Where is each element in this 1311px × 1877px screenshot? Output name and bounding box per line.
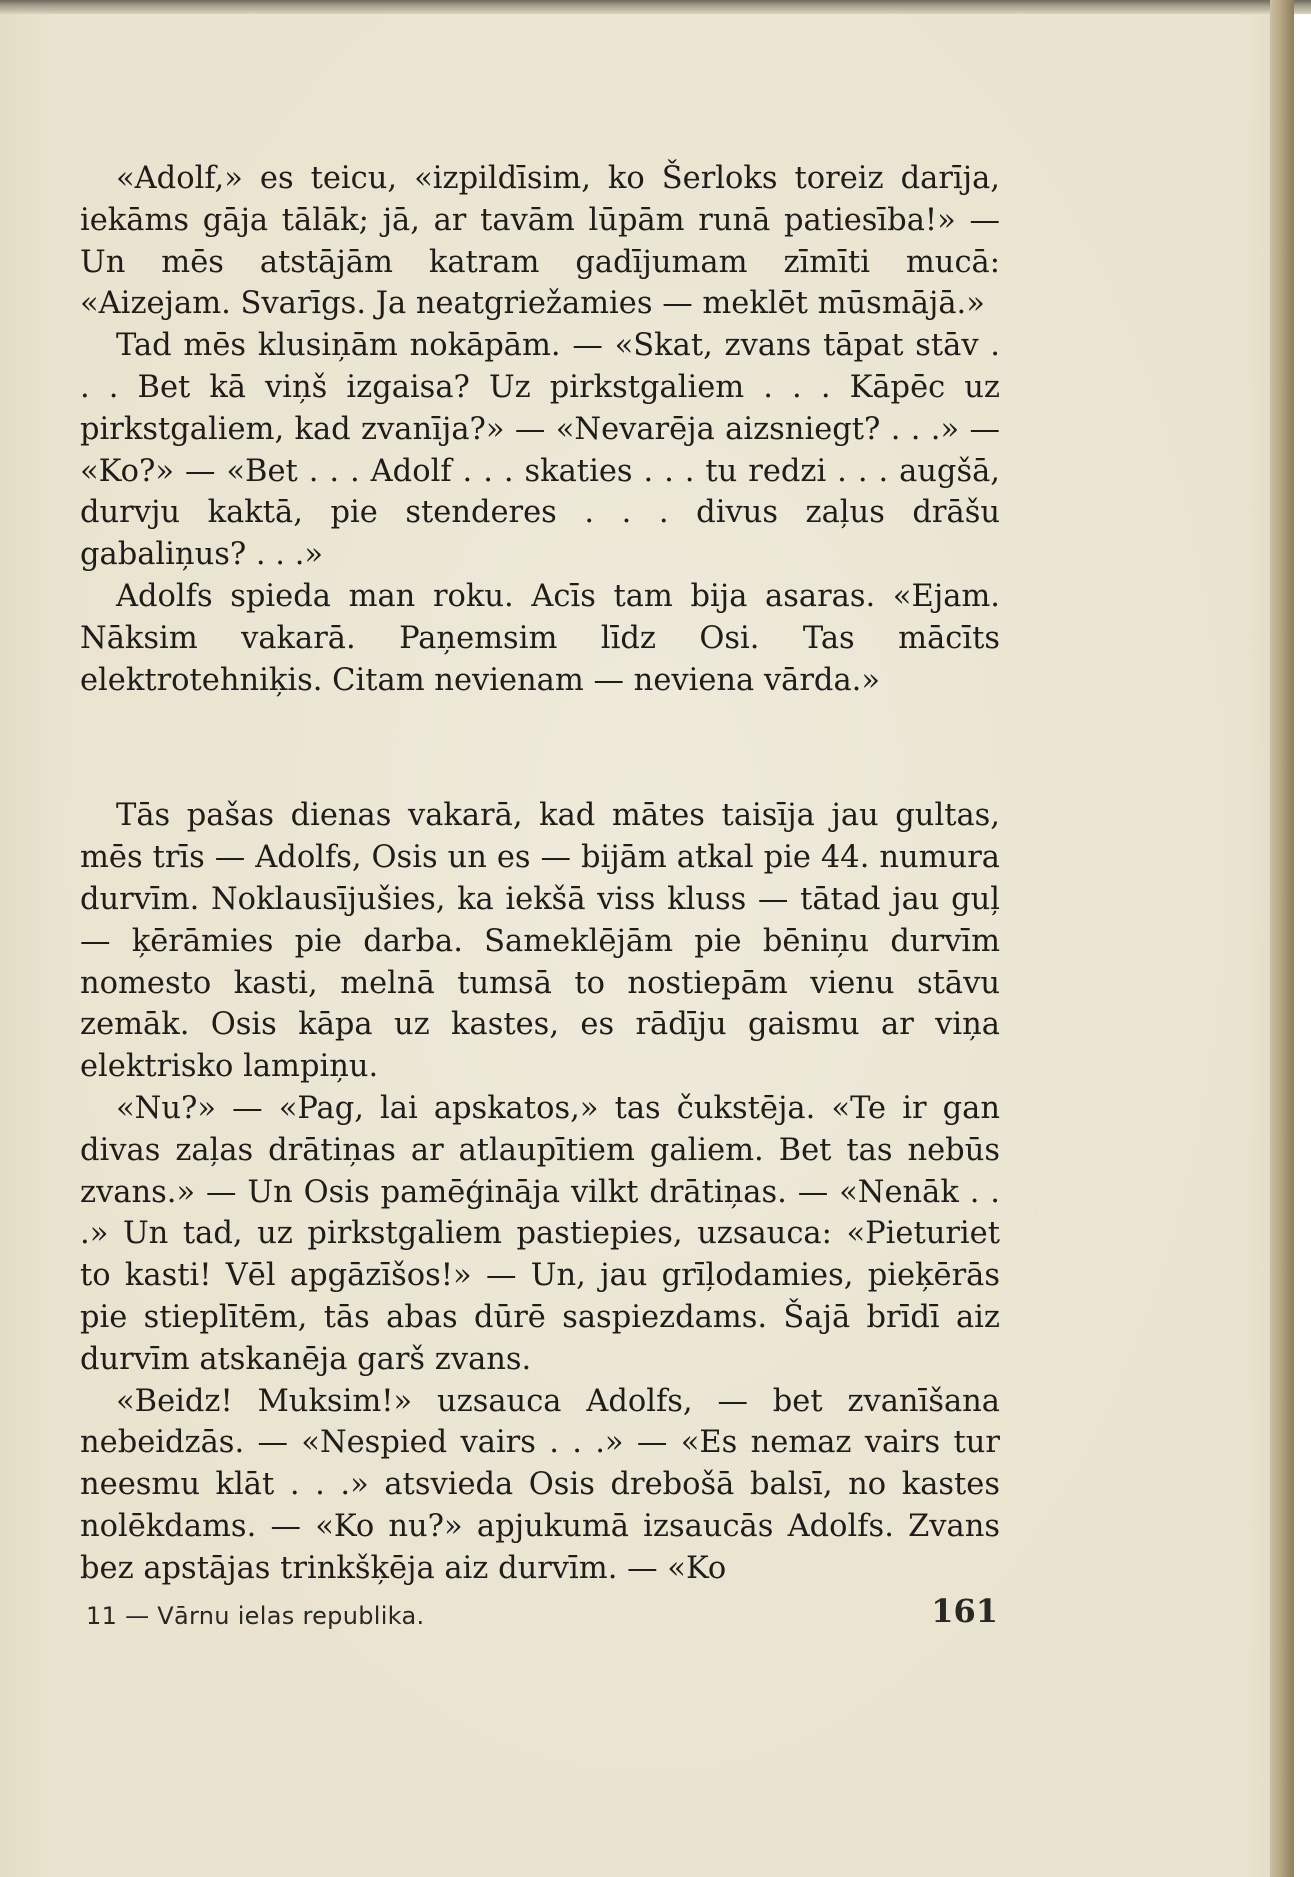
page-number: 161 <box>931 1592 998 1630</box>
paragraph: Tad mēs klusiņām nokāpām. — «Skat, zvans tāpat stāv . . . Bet kā viņš izgaisa? Uz pirkstgaliem . . . Kāpēc uz pirkstgaliem, kad zvanīja?» — «Nevarēja aizsniegt? . . .» — «Ko?» — «Bet . . . Adolf . . . skaties . . . tu redzi . . . augšā, durvju kaktā, pie stenderes . . . divus zaļus drāšu gabaliņus? . . .» <box>80 328 1000 573</box>
signature-mark: 11 — Vārnu ielas republika. <box>86 1602 425 1630</box>
paragraph: Adolfs spieda man roku. Acīs tam bija asaras. «Ejam. Nāksim vakarā. Paņemsim līdz Osi. Tas mācīts elektrotehniķis. Citam nevienam — neviena vārda.» <box>80 578 1000 698</box>
paragraph: «Nu?» — «Pag, lai apskatos,» tas čukstēja. «Te ir gan divas zaļas drātiņas ar atlaupītiem galiem. Bet tas nebūs zvans.» — Un Osis pamēģināja vilkt drātiņas. — «Nenāk . . .» Un tad, uz pirkstgaliem pastiepies, uzsauca: «Pieturiet to kasti! Vēl apgāzīšos!» — Un, jau grīļodamies, pieķērās pie stieplītēm, tās abas dūrē saspiezdams. Šajā brīdī aiz durvīm atskanēja garš zvans. <box>80 1090 1000 1377</box>
page-footer <box>86 1592 998 1636</box>
body-text <box>80 158 1000 1590</box>
paragraph: «Adolf,» es teicu, «izpildīsim, ko Šerloks toreiz darīja, iekāms gāja tālāk; jā, ar tavām lūpām runā patiesība!» — Un mēs atstājām katram gadījumam zīmīti mucā: «Aizejam. Svarīgs. Ja neatgriežamies — meklēt mūsmājā.» <box>80 161 1000 322</box>
paragraph: Tās pašas dienas vakarā, kad mātes taisīja jau gultas, mēs trīs — Adolfs, Osis un es — bijām atkal pie 44. numura durvīm. Noklausījušies, ka iekšā viss kluss — tātad jau guļ — ķērāmies pie darba. Sameklējām pie bēniņu durvīm nomesto kasti, melnā tumsā to nostiepām vienu stāvu zemāk. Osis kāpa uz kastes, es rādīju gaismu ar viņa elektrisko lampiņu. <box>80 798 1000 1085</box>
paragraph: «Beidz! Muksim!» uzsauca Adolfs, — bet zvanīšana nebeidzās. — «Nespied vairs . . .» — «Es nemaz vairs tur neesmu klāt . . .» atsvieda Osis drebošā balsī, no kastes nolēkdams. — «Ko nu?» apjukumā izsaucās Adolfs. Zvans bez apstājas trinkšķēja aiz durvīm. — «Ko <box>80 1383 1000 1586</box>
page-top-edge <box>0 0 1311 14</box>
page-right-edge <box>1270 0 1294 1877</box>
section-break <box>80 701 1000 795</box>
